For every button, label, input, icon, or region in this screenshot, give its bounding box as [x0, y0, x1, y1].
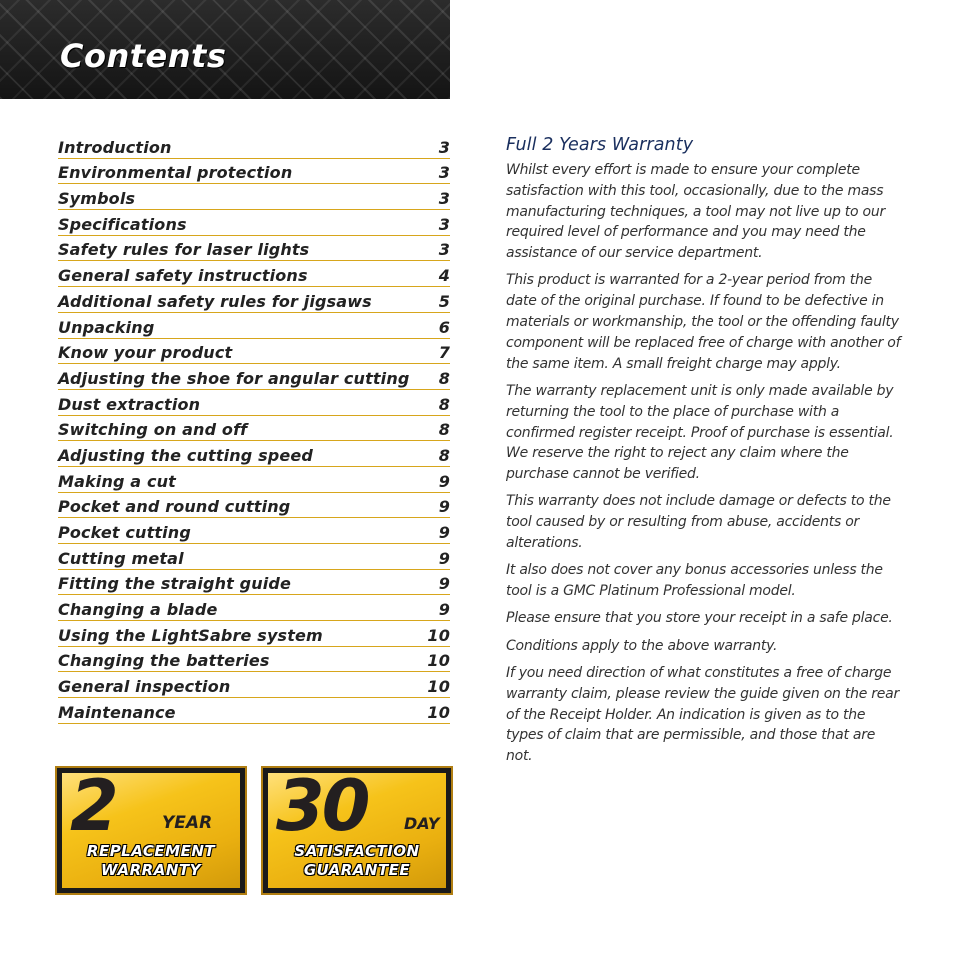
toc-page: 6: [438, 317, 450, 337]
toc-row[interactable]: [58, 672, 450, 698]
toc-title: Switching on and off: [58, 420, 248, 440]
badge-caption: [62, 842, 240, 880]
toc-row[interactable]: [58, 210, 450, 236]
toc-row[interactable]: [58, 261, 450, 287]
toc-title: General safety instructions: [58, 266, 308, 286]
toc-row[interactable]: [58, 339, 450, 365]
toc-title: Symbols: [58, 189, 136, 209]
toc-row[interactable]: [58, 595, 450, 621]
badge-number: 2: [70, 773, 116, 847]
toc-page: 5: [438, 291, 450, 311]
toc-title: Pocket cutting: [58, 523, 191, 542]
toc-title: Dust extraction: [58, 394, 201, 414]
warranty-paragraph: It also does not cover any bonus accessories unless the tool is a GMC Platinum Professional model.: [506, 562, 883, 600]
toc-title: Adjusting the cutting speed: [58, 445, 314, 465]
toc-title: Environmental protection: [58, 163, 293, 183]
toc-row[interactable]: [58, 518, 450, 544]
toc-page: 3: [438, 189, 450, 209]
toc-row[interactable]: [58, 159, 450, 185]
toc-title: Pocket and round cutting: [58, 497, 291, 517]
warranty-paragraph: This product is warranted for a 2-year period from the date of the original purchase. If found to be defective in materials or workmanship, the tool or the offending faulty component will be replaced free of charge with another of the same item. A small freight charge may apply.: [506, 272, 901, 372]
toc-page: 3: [438, 163, 450, 183]
warranty-paragraph: Conditions apply to the above warranty.: [506, 637, 778, 654]
badge-unit: DAY: [404, 814, 440, 833]
toc-row[interactable]: [58, 416, 450, 442]
badge-caption-line: SATISFACTION: [294, 842, 420, 860]
badge-caption-line: GUARANTEE: [303, 861, 411, 879]
table-of-contents: [58, 133, 450, 724]
toc-row[interactable]: [58, 441, 450, 467]
badge-panel: [268, 773, 446, 888]
toc-row[interactable]: [58, 313, 450, 339]
toc-title: General inspection: [58, 677, 231, 697]
warranty-paragraph: The warranty replacement unit is only made available by returning the tool to the place of purchase with a confirmed register receipt. Proof of purchase is essential. We reserve the right to reject any claim where the purchase cannot be verified.: [506, 382, 894, 483]
warranty-paragraph: If you need direction of what constitutes a free of charge warranty claim, please review the guide given on the rear of the Receipt Holder. An indication is given as to the types of claim that are permissible, and those that are not.: [506, 665, 899, 765]
toc-title: Making a cut: [58, 471, 176, 491]
year-replacement-warranty-badge: [55, 766, 247, 895]
toc-row[interactable]: [58, 287, 450, 313]
toc-page: 9: [438, 497, 450, 517]
toc-title: Changing a blade: [58, 600, 218, 620]
toc-row[interactable]: [58, 467, 450, 493]
toc-title: Cutting metal: [58, 548, 184, 568]
toc-page: 4: [438, 266, 450, 286]
badge-number: 30: [276, 773, 368, 847]
toc-page: 10: [427, 702, 450, 722]
toc-page: 3: [438, 137, 450, 157]
toc-row[interactable]: [58, 647, 450, 673]
toc-row[interactable]: [58, 236, 450, 262]
warranty-section: [506, 135, 901, 774]
toc-row[interactable]: [58, 184, 450, 210]
toc-page: 10: [427, 677, 450, 697]
toc-page: 3: [438, 240, 450, 260]
warranty-heading: Full 2 Years Warranty: [506, 135, 694, 155]
toc-row[interactable]: [58, 544, 450, 570]
toc-title: Specifications: [58, 214, 187, 234]
toc-page: 8: [438, 394, 450, 414]
toc-page: 9: [438, 548, 450, 568]
toc-row[interactable]: [58, 493, 450, 519]
toc-page: 3: [438, 214, 450, 234]
toc-title: Using the LightSabre system: [58, 625, 323, 645]
toc-page: 10: [427, 651, 450, 671]
toc-row[interactable]: [58, 570, 450, 596]
warranty-paragraph: This warranty does not include damage or defects to the tool caused by or resulting from abuse, accidents or alterations.: [506, 493, 891, 552]
toc-page: 8: [438, 368, 450, 388]
badge-panel: [62, 773, 240, 888]
toc-page: 9: [438, 600, 450, 620]
day-satisfaction-guarantee-badge: [261, 766, 453, 895]
toc-title: Adjusting the shoe for angular cutting: [58, 368, 410, 388]
toc-page: 8: [438, 445, 450, 465]
badge-caption: [268, 842, 446, 880]
toc-row[interactable]: [58, 390, 450, 416]
toc-title: Maintenance: [58, 702, 176, 722]
contents-header-band: [0, 0, 450, 99]
toc-row[interactable]: [58, 364, 450, 390]
toc-page: 10: [427, 625, 450, 645]
toc-title: Unpacking: [58, 317, 155, 337]
toc-title: Safety rules for laser lights: [58, 240, 310, 260]
warranty-paragraph: Whilst every effort is made to ensure your complete satisfaction with this tool, occasionally, due to the mass manufacturing techniques, a tool may not live up to our required level of performance and you may need the assistance of our service department.: [506, 162, 885, 262]
warranty-paragraph: Please ensure that you store your receipt in a safe place.: [506, 610, 893, 627]
toc-row[interactable]: [58, 133, 450, 159]
toc-page: 9: [438, 523, 450, 542]
toc-page: 9: [438, 574, 450, 594]
toc-page: 7: [438, 343, 450, 363]
toc-title: Introduction: [58, 137, 172, 157]
toc-page: 8: [438, 420, 450, 440]
badge-caption-line: REPLACEMENT: [86, 842, 216, 860]
toc-page: 9: [438, 471, 450, 491]
badge-caption-line: WARRANTY: [101, 861, 201, 879]
badge-unit: YEAR: [162, 813, 213, 833]
page-title: Contents: [60, 37, 227, 75]
toc-title: Fitting the straight guide: [58, 574, 292, 594]
toc-row[interactable]: [58, 621, 450, 647]
toc-title: Changing the batteries: [58, 651, 270, 671]
toc-title: Know your product: [58, 343, 233, 363]
toc-row[interactable]: [58, 698, 450, 724]
toc-title: Additional safety rules for jigsaws: [58, 291, 372, 311]
